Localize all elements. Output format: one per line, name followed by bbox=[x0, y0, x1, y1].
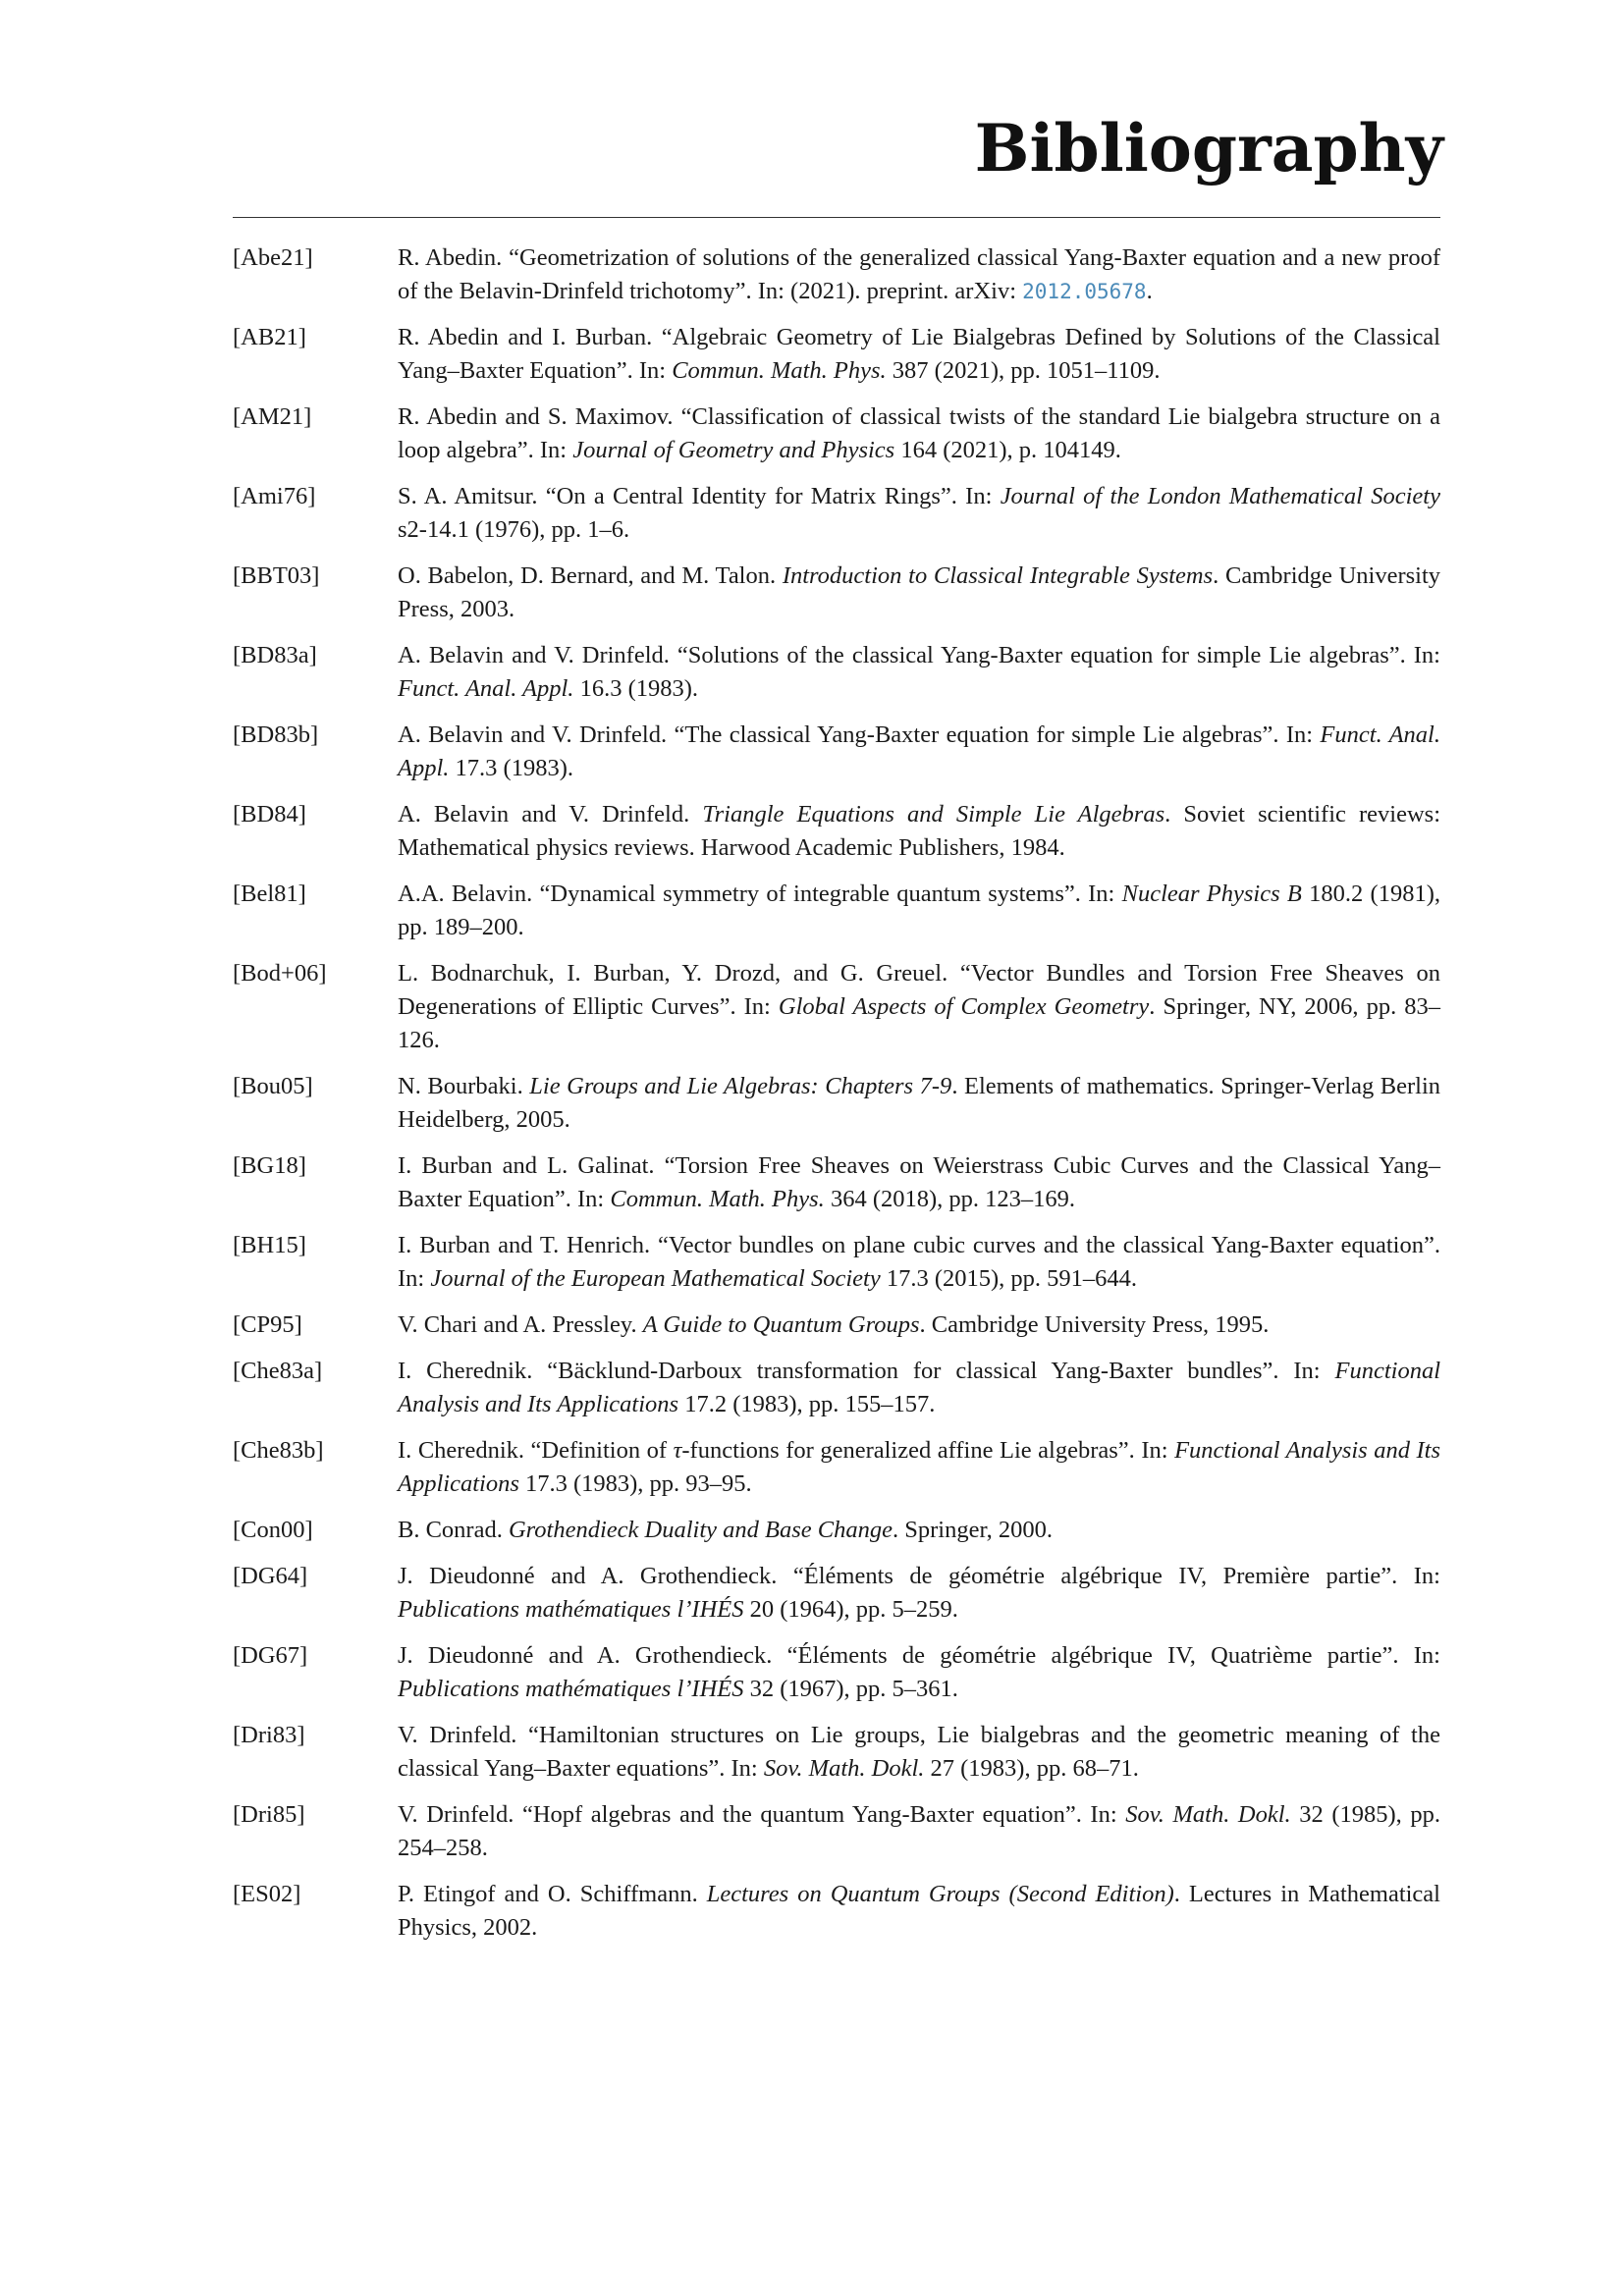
bib-entry bbox=[233, 1639, 1440, 1706]
bib-key: [Ami76] bbox=[233, 483, 316, 509]
bib-text bbox=[398, 798, 1440, 865]
bib-italic-text: Sov. Math. Dokl. bbox=[1125, 1801, 1291, 1828]
bib-text bbox=[398, 560, 1440, 626]
bib-text-segment: . Cambridge University Press, 1995. bbox=[919, 1311, 1270, 1338]
bib-text bbox=[398, 1229, 1440, 1296]
bib-text-segment: 17.3 (1983). bbox=[449, 755, 573, 781]
bib-entry bbox=[233, 1355, 1440, 1421]
bib-italic-text: Lie Groups and Lie Algebras: Chapters 7-9 bbox=[529, 1073, 952, 1099]
bib-entry bbox=[233, 1878, 1440, 1945]
bib-italic-text: τ bbox=[673, 1437, 682, 1464]
bib-text-segment: 17.3 (2015), pp. 591–644. bbox=[880, 1265, 1138, 1292]
bib-text bbox=[398, 321, 1440, 388]
bib-text bbox=[398, 878, 1440, 944]
title-rule bbox=[233, 217, 1440, 218]
bib-key: [Bou05] bbox=[233, 1073, 313, 1099]
bib-key: [Dri83] bbox=[233, 1722, 305, 1748]
bib-text-segment: 20 (1964), pp. 5–259. bbox=[743, 1596, 958, 1623]
bib-key: [CP95] bbox=[233, 1311, 302, 1338]
bib-text-segment: I. Burban and L. Galinat. “Torsion Free Sheaves on Weierstrass Cubic Curves and the Classical Yang–Baxter Equation”. In: bbox=[398, 1152, 1440, 1212]
bib-text-segment: 17.2 (1983), pp. 155–157. bbox=[678, 1391, 936, 1417]
bib-text-segment: A. Belavin and V. Drinfeld. bbox=[398, 801, 703, 828]
bib-text-segment: O. Babelon, D. Bernard, and M. Talon. bbox=[398, 562, 783, 589]
bib-entry bbox=[233, 1308, 1440, 1342]
bib-text bbox=[398, 1355, 1440, 1421]
bib-entry bbox=[233, 1719, 1440, 1786]
bib-text-segment: 27 (1983), pp. 68–71. bbox=[924, 1755, 1139, 1782]
bib-text bbox=[398, 1719, 1440, 1786]
bib-italic-text: Journal of Geometry and Physics bbox=[572, 437, 895, 463]
bib-text bbox=[398, 1308, 1440, 1342]
bib-italic-text: Sov. Math. Dokl. bbox=[763, 1755, 925, 1782]
bib-text bbox=[398, 719, 1440, 785]
bib-key: [Che83a] bbox=[233, 1358, 323, 1384]
bib-italic-text: Journal of the London Mathematical Society bbox=[1000, 483, 1440, 509]
bib-entry bbox=[233, 1149, 1440, 1216]
bib-entry bbox=[233, 241, 1440, 308]
bib-italic-text: Journal of the European Mathematical Society bbox=[430, 1265, 881, 1292]
bib-entry bbox=[233, 480, 1440, 547]
bib-key: [BD84] bbox=[233, 801, 306, 828]
bib-entry bbox=[233, 1514, 1440, 1547]
bib-key: [Bel81] bbox=[233, 881, 306, 907]
bib-text-segment: V. Drinfeld. “Hamiltonian structures on Lie groups, Lie bialgebras and the geometric meaning of the classical Yang–Baxter equations”. In: bbox=[398, 1722, 1440, 1782]
bib-text-segment: A. Belavin and V. Drinfeld. “Solutions of the classical Yang-Baxter equation for simple Lie algebras”. In: bbox=[398, 642, 1440, 668]
bib-italic-text: Funct. Anal. Appl. bbox=[398, 721, 1440, 781]
bib-text-segment: 32 (1985), pp. 254–258. bbox=[398, 1801, 1440, 1861]
bib-text bbox=[398, 400, 1440, 467]
bib-text-segment: -functions for generalized affine Lie algebras”. In: bbox=[681, 1437, 1175, 1464]
bib-key: [AB21] bbox=[233, 324, 306, 350]
bib-text bbox=[398, 1070, 1440, 1137]
bib-entry bbox=[233, 321, 1440, 388]
bib-text bbox=[398, 480, 1440, 547]
bib-text-segment: . Springer, NY, 2006, pp. 83–126. bbox=[398, 993, 1441, 1053]
bib-key: [ES02] bbox=[233, 1881, 301, 1907]
bib-text-segment: 32 (1967), pp. 5–361. bbox=[743, 1676, 958, 1702]
bib-text bbox=[398, 1434, 1440, 1501]
bib-italic-text: Introduction to Classical Integrable Systems bbox=[782, 562, 1214, 589]
bib-entry bbox=[233, 719, 1440, 785]
bib-text bbox=[398, 241, 1440, 308]
bib-key: [DG64] bbox=[233, 1563, 308, 1589]
bib-text-segment: 364 (2018), pp. 123–169. bbox=[824, 1186, 1076, 1212]
bib-text-segment: s2-14.1 (1976), pp. 1–6. bbox=[398, 516, 630, 543]
bib-text bbox=[398, 1149, 1440, 1216]
bib-entry bbox=[233, 878, 1440, 944]
bib-text-segment: . Cambridge University Press, 2003. bbox=[398, 562, 1441, 622]
bib-key: [Con00] bbox=[233, 1517, 313, 1543]
bib-italic-text: Publications mathématiques l’IHÉS bbox=[398, 1676, 744, 1702]
bibliography-list bbox=[233, 241, 1440, 1957]
bib-text-segment: V. Chari and A. Pressley. bbox=[398, 1311, 643, 1338]
bib-text bbox=[398, 1878, 1440, 1945]
bib-text-segment: 180.2 (1981), pp. 189–200. bbox=[398, 881, 1440, 940]
bib-text bbox=[398, 1560, 1440, 1627]
bib-text-segment: J. Dieudonné and A. Grothendieck. “Éléments de géométrie algébrique IV, Quatrième partie”. In: bbox=[398, 1642, 1440, 1669]
bib-key: [Abe21] bbox=[233, 244, 313, 271]
bib-text bbox=[398, 1639, 1440, 1706]
bib-text-segment: R. Abedin and I. Burban. “Algebraic Geometry of Lie Bialgebras Defined by Solutions of the Classical Yang–Baxter Equation”. In: bbox=[398, 324, 1440, 384]
bib-text-segment: V. Drinfeld. “Hopf algebras and the quantum Yang-Baxter equation”. In: bbox=[398, 1801, 1126, 1828]
bib-key: [BD83a] bbox=[233, 642, 317, 668]
bib-text-segment: B. Conrad. bbox=[398, 1517, 509, 1543]
bib-text-segment: I. Burban and T. Henrich. “Vector bundles on plane cubic curves and the classical Yang-Baxter equation”. In: bbox=[398, 1232, 1440, 1292]
bib-text bbox=[398, 957, 1440, 1057]
bib-text-segment: . Soviet scientific reviews: Mathematical physics reviews. Harwood Academic Publishers, 1984. bbox=[398, 801, 1441, 861]
page-title: Bibliography bbox=[974, 110, 1443, 187]
bib-italic-text: Global Aspects of Complex Geometry bbox=[778, 993, 1150, 1020]
bib-entry bbox=[233, 400, 1440, 467]
bib-text-segment: . bbox=[1146, 278, 1153, 304]
bib-key: [Bod+06] bbox=[233, 960, 327, 987]
bib-entry bbox=[233, 1070, 1440, 1137]
bib-text-segment: A. Belavin and V. Drinfeld. “The classical Yang-Baxter equation for simple Lie algebras”. In: bbox=[398, 721, 1321, 748]
bib-entry bbox=[233, 1560, 1440, 1627]
bib-text bbox=[398, 1798, 1440, 1865]
bib-text-segment: . Elements of mathematics. Springer-Verlag Berlin Heidelberg, 2005. bbox=[398, 1073, 1441, 1133]
bib-text-segment: 164 (2021), p. 104149. bbox=[894, 437, 1121, 463]
bib-italic-text: Nuclear Physics B bbox=[1121, 881, 1302, 907]
bib-text-segment: L. Bodnarchuk, I. Burban, Y. Drozd, and G. Greuel. “Vector Bundles and Torsion Free Sheaves on Degenerations of Elliptic Curves”. In: bbox=[398, 960, 1440, 1020]
bib-key: [DG67] bbox=[233, 1642, 308, 1669]
bib-italic-text: Functional Analysis and Its Applications bbox=[398, 1437, 1441, 1497]
bib-entry bbox=[233, 957, 1440, 1057]
bib-italic-text: Publications mathématiques l’IHÉS bbox=[398, 1596, 744, 1623]
bib-key: [BH15] bbox=[233, 1232, 306, 1258]
bib-key: [BD83b] bbox=[233, 721, 319, 748]
bib-text-segment: A.A. Belavin. “Dynamical symmetry of integrable quantum systems”. In: bbox=[398, 881, 1122, 907]
bib-text-segment: 17.3 (1983), pp. 93–95. bbox=[518, 1470, 752, 1497]
bib-italic-text: A Guide to Quantum Groups bbox=[642, 1311, 920, 1338]
bib-italic-text: Funct. Anal. Appl. bbox=[398, 675, 574, 702]
bib-text-segment: N. Bourbaki. bbox=[398, 1073, 530, 1099]
bib-entry bbox=[233, 1434, 1440, 1501]
bib-text-segment: 16.3 (1983). bbox=[573, 675, 699, 702]
bib-key: [Che83b] bbox=[233, 1437, 324, 1464]
bib-entry bbox=[233, 639, 1440, 706]
bib-entry bbox=[233, 1798, 1440, 1865]
bib-text-segment: P. Etingof and O. Schiffmann. bbox=[398, 1881, 707, 1907]
bib-text-segment: 387 (2021), pp. 1051–1109. bbox=[886, 357, 1161, 384]
bib-text-segment: I. Cherednik. “Definition of bbox=[398, 1437, 674, 1464]
bib-italic-text: Grothendieck Duality and Base Change bbox=[508, 1517, 893, 1543]
bib-text-segment: . Springer, 2000. bbox=[892, 1517, 1054, 1543]
bib-italic-text: Commun. Math. Phys. bbox=[672, 357, 887, 384]
bib-text-segment: R. Abedin and S. Maximov. “Classification of classical twists of the standard Lie bialgebra structure on a loop algebra”. In: bbox=[398, 403, 1440, 463]
bib-italic-text: Commun. Math. Phys. bbox=[610, 1186, 825, 1212]
bib-text-segment: . Lectures in Mathematical Physics, 2002. bbox=[398, 1881, 1440, 1941]
bib-key: [Dri85] bbox=[233, 1801, 305, 1828]
bib-key: [AM21] bbox=[233, 403, 312, 430]
bib-text-segment: R. Abedin. “Geometrization of solutions of the generalized classical Yang-Baxter equation and a new proof of the Belavin-Drinfeld trichotomy”. In: (2021). preprint. arXiv: bbox=[398, 244, 1440, 304]
bib-key: [BBT03] bbox=[233, 562, 320, 589]
bib-text-segment: J. Dieudonné and A. Grothendieck. “Éléments de géométrie algébrique IV, Première partie”. In: bbox=[398, 1563, 1440, 1589]
bib-text bbox=[398, 1514, 1440, 1547]
bib-text bbox=[398, 639, 1440, 706]
bib-entry bbox=[233, 560, 1440, 626]
bib-key: [BG18] bbox=[233, 1152, 306, 1179]
bib-text-segment: I. Cherednik. “Bäcklund-Darboux transformation for classical Yang-Baxter bundles”. In: bbox=[398, 1358, 1335, 1384]
bib-entry bbox=[233, 1229, 1440, 1296]
bib-entry bbox=[233, 798, 1440, 865]
arxiv-link[interactable]: 2012.05678 bbox=[1022, 280, 1147, 303]
bib-italic-text: Triangle Equations and Simple Lie Algebras bbox=[702, 801, 1165, 828]
bib-italic-text: Functional Analysis and Its Applications bbox=[398, 1358, 1440, 1417]
bib-italic-text: Lectures on Quantum Groups (Second Edition) bbox=[706, 1881, 1174, 1907]
bib-text-segment: S. A. Amitsur. “On a Central Identity for Matrix Rings”. In: bbox=[398, 483, 1001, 509]
